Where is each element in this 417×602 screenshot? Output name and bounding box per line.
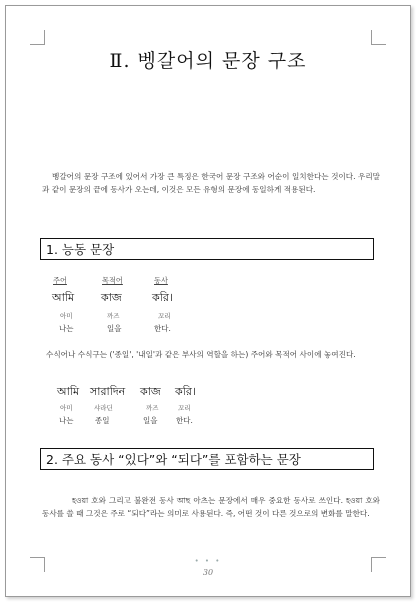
gloss: 한다.	[176, 416, 193, 425]
document-page	[5, 5, 411, 597]
page-number: 30	[202, 568, 214, 577]
romanization: 까즈	[146, 404, 159, 412]
label-object: 목적어	[102, 276, 123, 285]
gloss: 종일	[95, 416, 110, 425]
romanization: 까즈	[107, 312, 120, 320]
page-ornament: • • •	[194, 557, 222, 565]
bengali-word: করি।	[175, 385, 196, 398]
section-heading-active: 1. 능동 문장	[40, 238, 374, 260]
romanization: 꼬리	[158, 312, 171, 320]
crop-mark-top-left	[30, 30, 45, 45]
bengali-word: করি।	[152, 291, 173, 304]
intro-paragraph: 벵갈어의 문장 구조에 있어서 가장 큰 특징은 한국어 문장 구조와 어순이 일치한다는 것이다. 우리말과 같이 문장의 끝에 동사가 오는데, 이것은 모든 유형의 문장에 동일하게 적용된다.	[42, 172, 380, 194]
romanization: 꼬리	[178, 404, 191, 412]
gloss: 나는	[59, 416, 74, 425]
gloss: 일을	[107, 324, 122, 333]
label-subject: 주어	[53, 276, 67, 285]
chapter-title: Ⅱ. 벵갈어의 문장 구조	[109, 50, 307, 72]
bengali-word: আমি	[52, 291, 75, 304]
romanization: 아미	[60, 404, 73, 412]
bengali-word: কাজ	[101, 291, 122, 304]
gloss: 한다.	[154, 324, 171, 333]
modifier-note: 수식어나 수식구는 ('종일', '내일'과 같은 부사의 역할을 하는) 주어와 목적어 사이에 놓여진다.	[46, 350, 356, 359]
bengali-word: সারাদিন	[90, 385, 126, 398]
label-verb: 동사	[154, 276, 168, 285]
gloss: 나는	[59, 324, 74, 333]
section-heading-verbs: 2. 주요 동사 “있다”와 “되다”를 포함하는 문장	[40, 448, 374, 470]
romanization: 샤라딘	[94, 404, 113, 412]
bengali-word: আমি	[57, 385, 80, 398]
bengali-word: কাজ	[140, 385, 161, 398]
closing-paragraph: হওয়া 호와 그리고 불완전 동사 আছ 아츠는 문장에서 매우 중요한 동사로 쓰인다. হওয়া 호와 동사를 쓸 때 그것은 주로 “되다”라는 의미로 사용된다. 즉, 어떤 것이 다른 것으로의 변화를 말한다.	[42, 496, 380, 518]
crop-mark-top-right	[371, 30, 386, 45]
romanization: 아미	[60, 312, 73, 320]
gloss: 일을	[143, 416, 158, 425]
